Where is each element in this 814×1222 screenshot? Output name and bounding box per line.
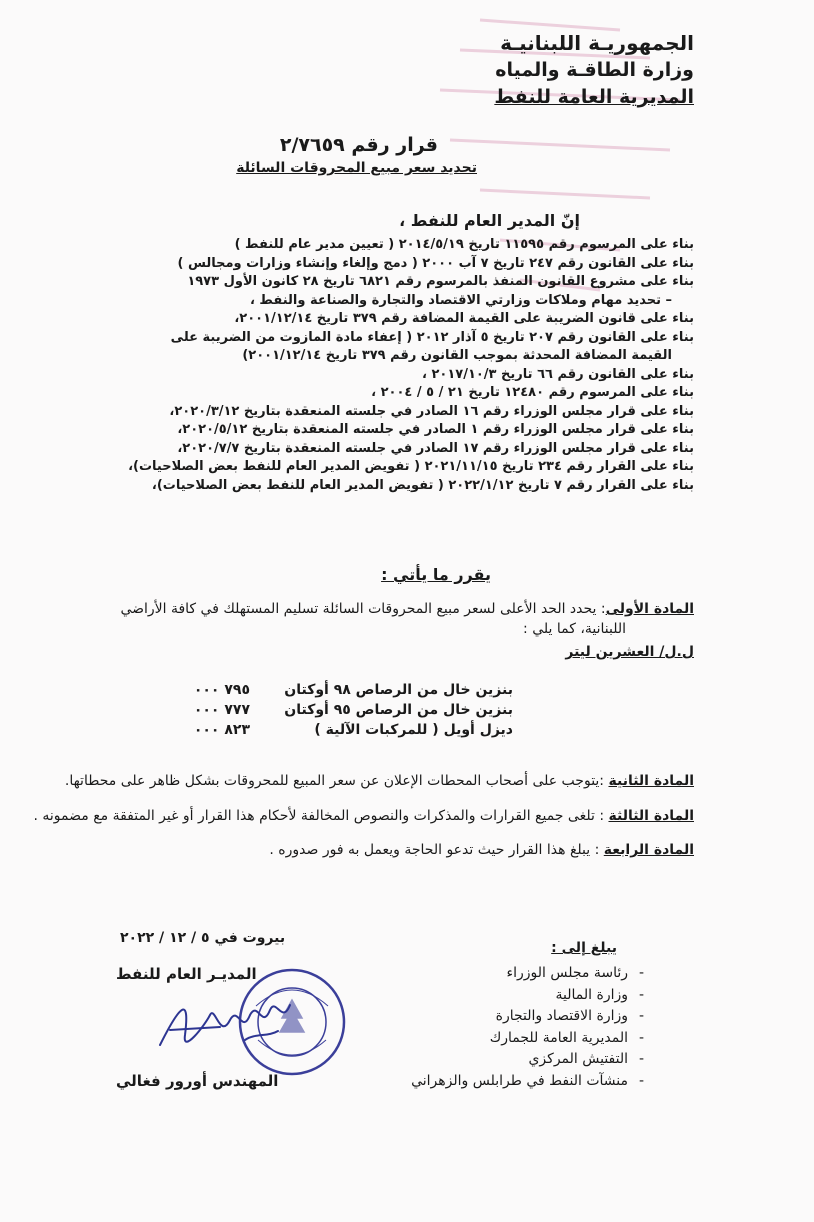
- article-1: [120, 601, 694, 617]
- distribution-item: - وزارة الاقتصاد والتجارة: [495, 1008, 644, 1024]
- handwritten-signature: [150, 985, 300, 1065]
- distribution-item-label: التفتيش المركزي: [528, 1051, 628, 1067]
- fuel-row: [108, 722, 698, 744]
- recital-line: بناء على قرار مجلس الوزراء رقم ١ الصادر في جلسته المنعقدة بتاريخ ٢٠٢٠/٥/١٢،: [177, 422, 694, 437]
- recital-line: بناء على القانون رقم ٦٦ تاريخ ٢٠١٧/١٠/٣ ،: [421, 366, 694, 382]
- fuel-price: ٧٩٥ ٠٠٠: [193, 682, 250, 698]
- signatory-title: المديـر العام للنفط: [116, 965, 257, 983]
- article-2-label: المادة الثانية: [608, 773, 694, 789]
- article-4-text: : يبلغ هذا القرار حيث تدعو الحاجة ويعمل به فور صدوره .: [269, 842, 604, 858]
- distribution-heading: يبلغ إلى :: [551, 940, 617, 956]
- header-republic: الجمهوريـة اللبنانيـة: [500, 31, 694, 55]
- place-date: بيروت في ٥ / ١٢ / ٢٠٢٢: [120, 930, 286, 946]
- recital-line: بناء على مشروع القانون المنفذ بالمرسوم رقم ٦٨٢١ تاريخ ٢٨ كانون الأول ١٩٧٣: [187, 274, 694, 289]
- distribution-item: - رئاسة مجلس الوزراء: [506, 965, 644, 981]
- distribution-item-label: منشآت النفط في طرابلس والزهراني: [411, 1072, 628, 1089]
- recital-line: بناء على المرسوم رقم ١١٥٩٥ تاريخ ٢٠١٤/٥/١٩ ( تعيين مدير عام للنفط ): [234, 237, 694, 252]
- article-3-label: المادة الثالثة: [608, 808, 694, 824]
- fuel-price: ٨٢٣ ٠٠٠: [193, 722, 250, 738]
- decision-number: قرار رقم ٢/٧٦٥٩: [279, 134, 438, 156]
- distribution-item: - التفتيش المركزي: [528, 1051, 644, 1067]
- decision-subject: تحديد سعر مبيع المحروقات السائلة: [236, 160, 477, 176]
- recital-line: بناء على القرار رقم ٢٣٤ تاريخ ٢٠٢١/١١/١٥ ( تفويض المدير العام للنفط بعض الصلاحيات)،: [128, 459, 694, 474]
- distribution-item-label: رئاسة مجلس الوزراء: [506, 965, 628, 981]
- article-2: [65, 773, 694, 789]
- distribution-list: [411, 963, 644, 1092]
- distribution-item: - وزارة المالية: [555, 986, 644, 1003]
- fuel-row: [108, 682, 698, 704]
- fuel-name: ديزل أويل ( للمركبات الآلية ): [314, 722, 513, 738]
- recital-line: القيمة المضافة المحدثة بموجب القانون رقم ٣٧٩ تاريخ ٢٠٠١/١٢/١٤): [242, 348, 672, 363]
- fuel-row: [108, 702, 698, 724]
- decides-heading: يقرر ما يأتي :: [381, 565, 491, 584]
- fuel-name: بنزين خال من الرصاص ٩٨ أوكتان: [284, 682, 513, 698]
- price-unit-label: ل.ل/ العشرين ليتر: [565, 644, 694, 660]
- recital-line: بناء على قرار مجلس الوزراء رقم ١٦ الصادر في جلسته المنعقدة بتاريخ ٢٠٢٠/٣/١٢،: [169, 403, 694, 419]
- distribution-item: - منشآت النفط في طرابلس والزهراني: [411, 1072, 644, 1089]
- recitals-list: [104, 236, 694, 495]
- article-1-text: : يحدد الحد الأعلى لسعر مبيع المحروقات السائلة تسليم المستهلك في كافة الأراضي: [120, 601, 606, 617]
- distribution-item-label: وزارة الاقتصاد والتجارة: [495, 1008, 628, 1024]
- recital-line: بناء على القانون رقم ٢٠٧ تاريخ ٥ آذار ٢٠١٢ ( إعفاء مادة المازوت من الضريبة على: [170, 329, 694, 345]
- distribution-item-label: المديرية العامة للجمارك: [489, 1029, 628, 1046]
- recital-line: – تحديد مهام وملاكات وزارتي الاقتصاد والتجارة والصناعة والنفط ،: [249, 292, 672, 308]
- article-4: [269, 842, 694, 858]
- article-4-label: المادة الرابعة: [603, 842, 694, 858]
- article-1-continuation: اللبنانية، كما يلي :: [523, 621, 626, 637]
- recital-line: بناء على القانون رقم ٢٤٧ تاريخ ٧ آب ٢٠٠٠ ( دمج وإلغاء وإنشاء وزارات ومجالس ): [177, 255, 694, 271]
- header-directorate: المديرية العامة للنفط: [494, 86, 694, 108]
- fuel-price: ٧٧٧ ٠٠٠: [193, 702, 250, 718]
- recital-line: بناء على قانون الضريبة على القيمة المضافة رقم ٣٧٩ تاريخ ٢٠٠١/١٢/١٤،: [234, 311, 694, 326]
- recital-line: بناء على قرار مجلس الوزراء رقم ١٧ الصادر في جلسته المنعقدة بتاريخ ٢٠٢٠/٧/٧،: [177, 440, 694, 456]
- article-3-text: : تلغى جميع القرارات والمذكرات والنصوص المخالفة لأحكام هذا القرار أو غير المتفقة مع مضمونه .: [33, 808, 609, 824]
- signatory-name: المهندس أورور فغالي: [116, 1072, 279, 1090]
- article-3: [33, 808, 694, 824]
- intro-line: إنّ المدير العام للنفط ،: [399, 211, 580, 230]
- fuel-name: بنزين خال من الرصاص ٩٥ أوكتان: [284, 702, 513, 718]
- article-1-label: المادة الأولى: [605, 601, 694, 617]
- header-ministry: وزارة الطاقـة والمياه: [495, 59, 694, 81]
- recital-line: بناء على المرسوم رقم ١٢٤٨٠ تاريخ ٢١ / ٥ / ٢٠٠٤ ،: [371, 385, 694, 400]
- recital-line: بناء على القرار رقم ٧ تاريخ ٢٠٢٢/١/١٢ ( تفويض المدير العام للنفط بعض الصلاحيات)،: [151, 477, 694, 493]
- article-2-text: :يتوجب على أصحاب المحطات الإعلان عن سعر المبيع للمحروقات بشكل ظاهر على محطاتها.: [64, 773, 609, 789]
- distribution-item: - المديرية العامة للجمارك: [489, 1029, 644, 1046]
- distribution-item-label: وزارة المالية: [555, 986, 628, 1003]
